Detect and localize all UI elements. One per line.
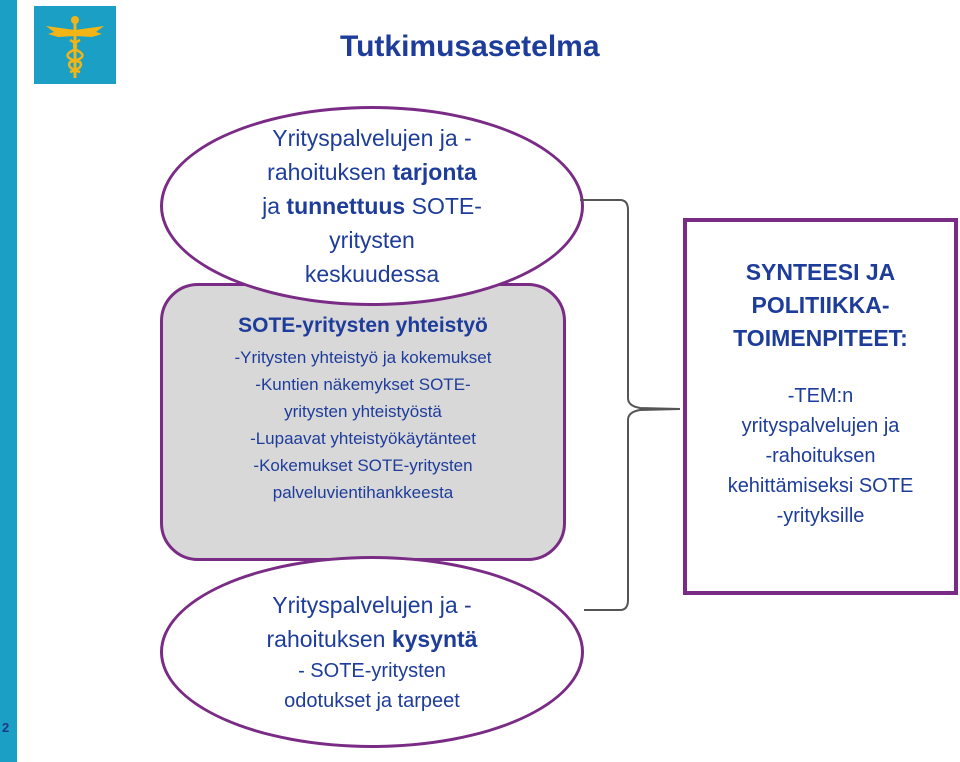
synthesis-text-line: kehittämiseksi SOTE [727, 475, 914, 497]
synthesis-heading [687, 256, 954, 355]
demand-bold: kysyntä [391, 626, 478, 652]
cooperation-item: -Kokemukset SOTE-yritysten [253, 456, 473, 475]
synthesis-text [687, 381, 954, 531]
slide-title: Tutkimusasetelma [340, 30, 600, 63]
demand-line: odotukset ja tarpeet [284, 690, 460, 712]
supply-text: ja [262, 193, 287, 219]
synthesis-text-line: yrityspalvelujen ja [741, 415, 900, 437]
demand-line: Yrityspalvelujen ja - [272, 592, 472, 618]
page-number: 2 [2, 720, 10, 735]
supply-line: keskuudessa [304, 261, 440, 287]
supply-line: yritysten [329, 227, 415, 253]
supply-bold: tarjonta [392, 159, 477, 185]
synthesis-heading-line: TOIMENPITEET: [733, 325, 908, 351]
supply-text: rahoituksen [267, 159, 393, 185]
cooperation-heading: SOTE-yritysten yhteistyö [238, 314, 488, 337]
cooperation-item: -Kuntien näkemykset SOTE- [255, 375, 471, 394]
awareness-bold: tunnettuus [286, 193, 406, 219]
synthesis-box [683, 218, 958, 595]
supply-line: Yrityspalvelujen ja - [272, 125, 472, 151]
cooperation-item: -Yritysten yhteistyö ja kokemukset [234, 348, 492, 367]
synthesis-heading-line: POLITIIKKA- [751, 292, 890, 318]
demand-line: - SOTE-yritysten [298, 660, 446, 682]
cooperation-item: -Lupaavat yhteistyökäytänteet [250, 429, 476, 448]
supply-text: SOTE- [405, 193, 482, 219]
synthesis-text-line: -yrityksille [776, 505, 865, 527]
synthesis-heading-line: SYNTEESI JA [745, 259, 896, 285]
synthesis-text-line: -TEM:n [787, 385, 854, 407]
demand-text: rahoituksen [266, 626, 392, 652]
cooperation-item: palveluvientihankkeesta [272, 483, 454, 502]
cooperation-item: yritysten yhteistyöstä [284, 402, 442, 421]
synthesis-text-line: -rahoituksen [765, 445, 876, 467]
